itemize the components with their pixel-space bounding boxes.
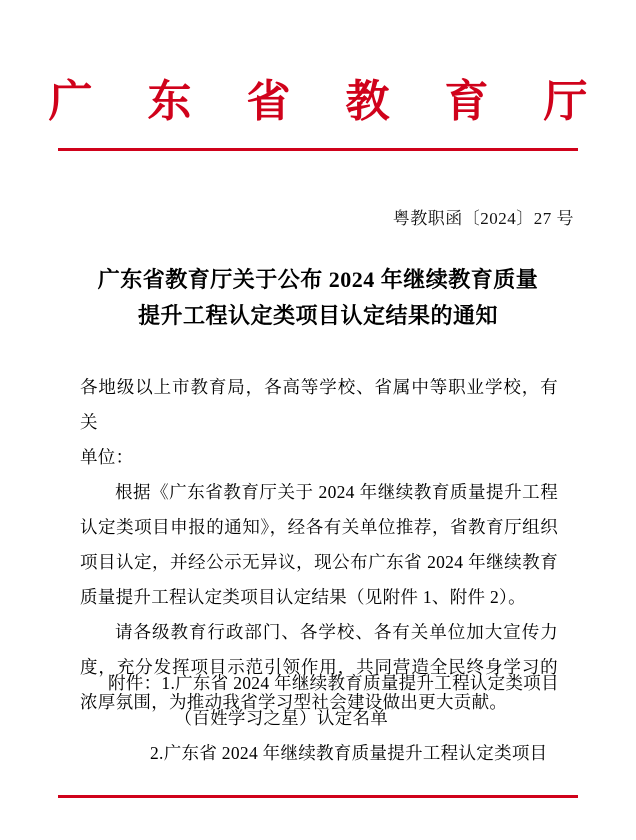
- salutation: 各地级以上市教育局，各高等学校、省属中等职业学校，有关: [80, 377, 558, 432]
- page-title-line-1: 广东省教育厅关于公布 2024 年继续教育质量: [97, 267, 539, 292]
- red-divider-bottom: [58, 795, 578, 798]
- document-number: 粤教职函〔2024〕27 号: [392, 209, 574, 228]
- salutation-continued: 单位：: [80, 447, 134, 467]
- body-paragraph-1: 根据《广东省教育厅关于 2024 年继续教育质量提升工程认定类项目申报的通知》，经各有关单位推荐，省教育厅组织项目认定，并经公示无异议，现公布广东省 2024 年继续教育质量提升工程认定类项目认定结果（见附件 1、附件 2）。: [80, 482, 558, 607]
- masthead: [0, 78, 636, 126]
- attachment-item-1-line-2: （百姓学习之星）认定名单: [174, 708, 389, 728]
- page-title-line-2: 提升工程认定类项目认定结果的通知: [137, 303, 498, 329]
- attachments-section: [80, 666, 558, 771]
- body-paragraph-2: 请各级教育行政部门、各学校、各有关单位加大宣传力度，充分发挥项目示范引领作用，共同营造全民终身学习的浓厚氛围，为推动我省学习型社会建设做出更大贡献。: [80, 622, 558, 712]
- red-divider-top: [58, 148, 578, 151]
- masthead-title: 广 东 省 教 育 厅: [48, 77, 610, 126]
- attachment-item-1-text: 1.广东省 2024 年继续教育质量提升工程认定类项目: [161, 673, 559, 693]
- page-title: [70, 262, 566, 335]
- attachment-item-2-line-1: 2.广东省 2024 年继续教育质量提升工程认定类项目: [150, 743, 548, 763]
- attachment-item-1-line-1: [80, 666, 558, 701]
- attachments-label: 附件：: [108, 673, 162, 693]
